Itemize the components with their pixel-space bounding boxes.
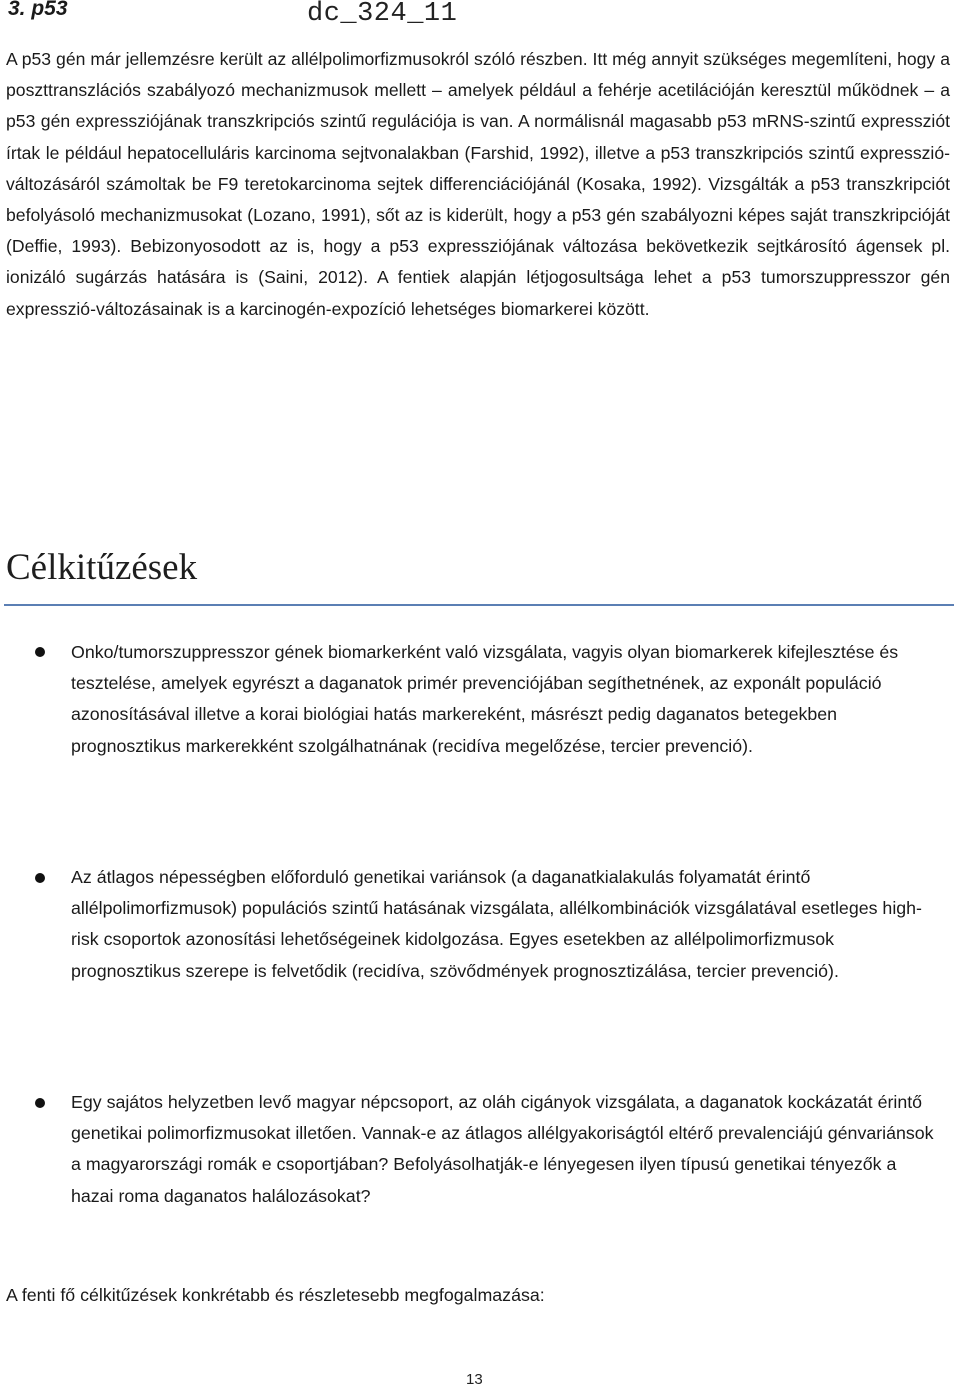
bullet-icon	[35, 873, 45, 883]
bullet-item-1: Onko/tumorszuppresszor gének biomarkerként való vizsgálata, vagyis olyan biomarkerek kifejlesztése és tesztelése, amelyek egyrészt a daganatok primér prevenciójában segíthetnének, az exponált populáció azonosításával illetve a korai biológiai hatás markereként, másrészt pedig daganatos betegekben prognosztikus markerekként szolgálhatnának (recidíva megelőzése, tercier prevenció).	[71, 642, 899, 756]
page-number: 13	[466, 1371, 483, 1388]
intro-paragraph: A p53 gén már jellemzésre került az allélpolimorfizmusokról szóló részben. Itt még annyit szükséges megemlíteni, hogy a poszttranszlációs szabályozó mechanizmusok mellett – amelyek például a fehérje acetilációján keresztül működnek – a p53 gén expressziójának transzkripciós szintű regulációja is van. A normálisnál magasabb p53 mRNS-szintű expressziót írtak le például hepatocelluláris karcinoma sejtvonalakban (Farshid, 1992), illetve a p53 transzkripciós szintű expresszió-változásáról számoltak be F9 teretokarcinoma sejtek differenciációjánál (Kosaka, 1992). Vizsgálták a p53 transzkripciót befolyásoló mechanizmusokat (Lozano, 1991), sőt az is kiderült, hogy a p53 gén szabályozni képes saját transzkripcióját (Deffie, 1993). Bebizonyosodott az is, hogy a p53 expressziójának változása bekövetkezik sejtkárosító ágensek pl. ionizáló sugárzás hatására is (Saini, 2012). A fentiek alapján létjogosultsága lehet a p53 tumorszuppresszor gén expresszió-változásainak is a karcinogén-expozíció lehetséges biomarkerei között.	[6, 49, 950, 319]
bullet-icon	[35, 1098, 45, 1108]
bullet-item-3: Egy sajátos helyzetben levő magyar népcsoport, az oláh cigányok vizsgálata, a daganatok kockázatát érintő genetikai polimorfizmusokat illetően. Vannak-e az átlagos allélgyakoriságtól eltérő prevalenciájú génvariánsok a magyarországi romák e csoportjában? Befolyásolhatják-e lényegesen ilyen típusú genetikai tényezők a hazai roma daganatos halálozásokat?	[71, 1092, 934, 1206]
final-paragraph: A fenti fő célkitűzések konkrétabb és részletesebb megfogalmazása:	[6, 1285, 545, 1305]
bullet-icon	[35, 647, 45, 657]
document-id: dc_324_11	[307, 0, 458, 29]
bullet-item-2: Az átlagos népességben előforduló genetikai variánsok (a daganatkialakulás folyamatát érintő allélpolimorfizmusok) populációs szintű hatásának vizsgálata, allélkombinációk vizsgálatával esetleges high-risk csoportok azonosítási lehetőségeinek kidolgozása. Egyes esetekben az allélpolimorfizmusok prognosztikus szerepe is felvetődik (recidíva, szövődmények prognosztizálása, tercier prevenció).	[71, 867, 922, 981]
section-number: 3. p53	[8, 0, 68, 20]
heading-celkituzesek: Célkitűzések	[6, 547, 198, 588]
heading-underline	[4, 604, 954, 606]
